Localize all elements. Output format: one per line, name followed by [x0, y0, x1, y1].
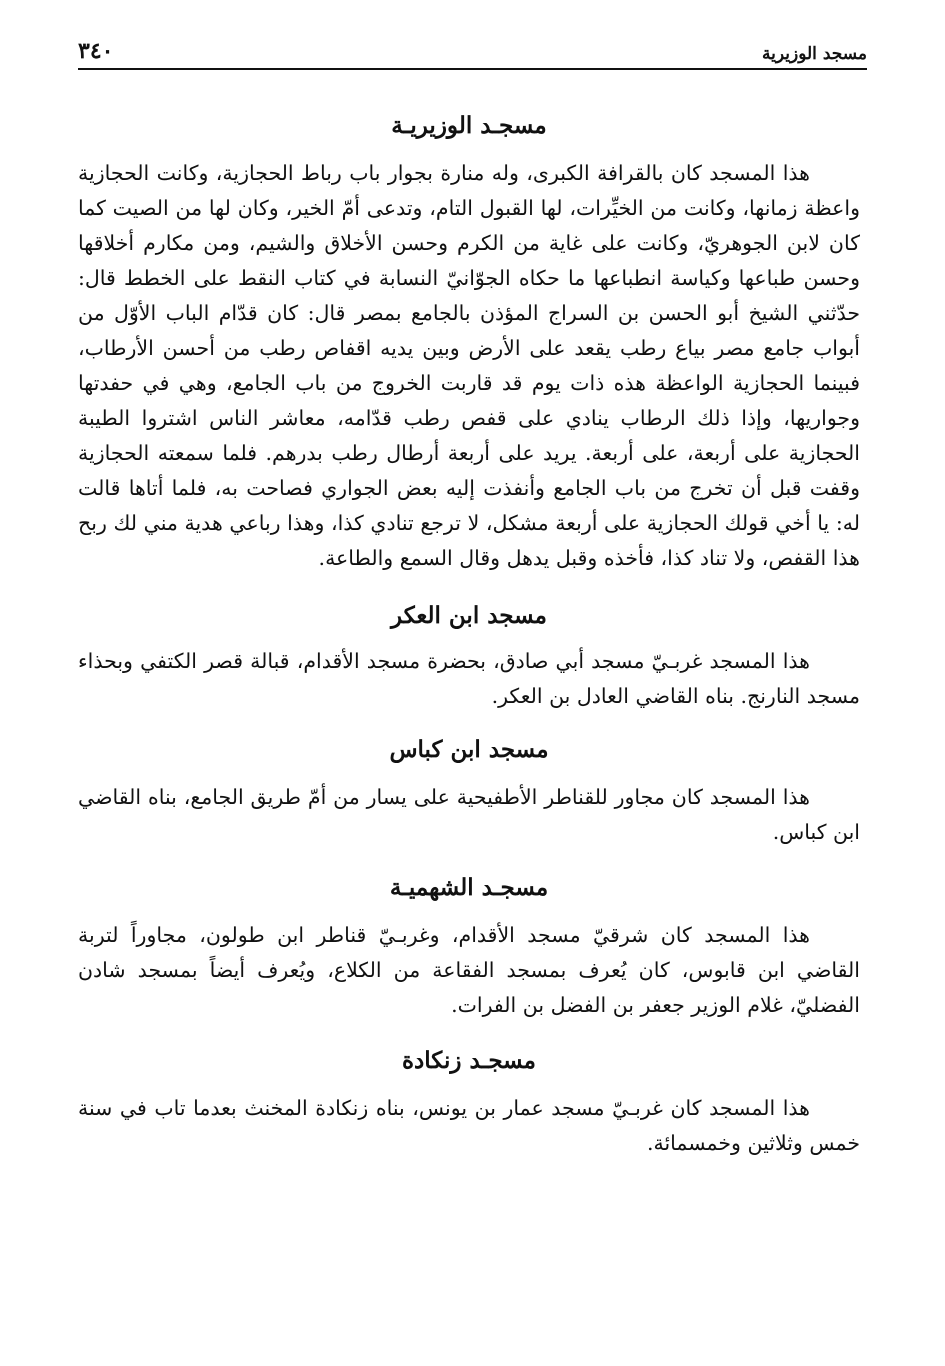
section-title: مسجد ابن كباس	[389, 736, 549, 763]
section-title: مسجـد الوزيريـة	[391, 112, 547, 139]
section-ibn-al-akar-mosque	[78, 598, 860, 714]
section-paragraph: هذا المسجد كان بالقرافة الكبرى، وله منارة بجوار باب رباط الحجازية، وكانت الحجازية واعظة زمانها، وكانت من الخيِّرات، لها القبول التام، وتدعى أمّ الخير، وكان لها من الصيت كما كان لابن الجوهريّ، وكانت على غاية من الكرم وحسن الأخلاق والشيم، ومن مكارم أخلاقها وحسن طباعها وكياسة انطباعها ما حكاه الجوّانيّ النسابة في كتاب النقط على الخطط قال: حدّثني الشيخ أبو الحسن بن السراج المؤذن بالجامع بمصر قال: كان قدّام الباب الأوّل من أبواب جامع مصر بياع رطب يقعد على الأرض وبين يديه اقفاص رطب من أحسن الأرطاب، فبينما الحجازية الواعظة هذه ذات يوم قد قاربت الخروج من باب الجامع، وهي في حفدتها وجواريها، وإذا ذلك الرطاب ينادي على قفص رطب قدّامه، معاشر الناس اشتروا الطيبة الحجازية على أربعة، على أربعة. يريد على أربعة أرطال رطب بدرهم. فلما سمعته الحجازية وقفت قبل أن تخرج من باب الجامع وأنفذت إليه بعض الجواري فصاحت به، فلما أتاها قالت له: يا أخي قولك الحجازية على أربعة مشكل، لا ترجع تنادي كذا، وهذا رباعي هدية مني لك ربح هذا القفص، ولا تناد كذا، فأخذه وقبل يدهل وقال السمع والطاعة.	[78, 161, 860, 570]
section-zankada-mosque	[78, 1043, 860, 1161]
section-paragraph: هذا المسجد غربـيّ مسجد أبي صادق، بحضرة مسجد الأقدام، قبالة قصر الكتفي وبحذاء مسجد النارنج. بناه القاضي العادل بن العكر.	[78, 649, 860, 708]
page-number: ٣٤٠	[78, 38, 114, 64]
section-shahmiyya-mosque	[78, 870, 860, 1023]
section-paragraph: هذا المسجد كان شرقيّ مسجد الأقدام، وغربـيّ قناطر ابن طولون، مجاوراً لتربة القاضي ابن قابوس، كان يُعرف بمسجد الفقاعة من الكلاع، ويُعرف أيضاً بمسجد شادن الفضليّ، غلام الوزير جعفر بن الفضل بن الفرات.	[78, 923, 860, 1017]
section-title: مسجـد زنكادة	[401, 1047, 536, 1074]
page-body	[78, 108, 860, 1161]
section-wazirieh-mosque	[78, 108, 860, 576]
section-ibn-kabbas-mosque	[78, 732, 860, 850]
section-title: مسجد ابن العكر	[391, 602, 547, 629]
section-paragraph: هذا المسجد كان مجاور للقناطر الأطفيحية على يسار من أمّ طريق الجامع، بناه القاضي ابن كباس.	[78, 785, 860, 844]
section-paragraph: هذا المسجد كان غربـيّ مسجد عمار بن يونس، بناه زنكادة المخنث بعدما تاب في سنة خمس وثلاثين وخمسمائة.	[78, 1096, 860, 1155]
running-header	[78, 30, 867, 70]
section-title: مسجـد الشهميـة	[389, 874, 549, 901]
running-header-title: مسجد الوزيرية	[762, 44, 867, 64]
